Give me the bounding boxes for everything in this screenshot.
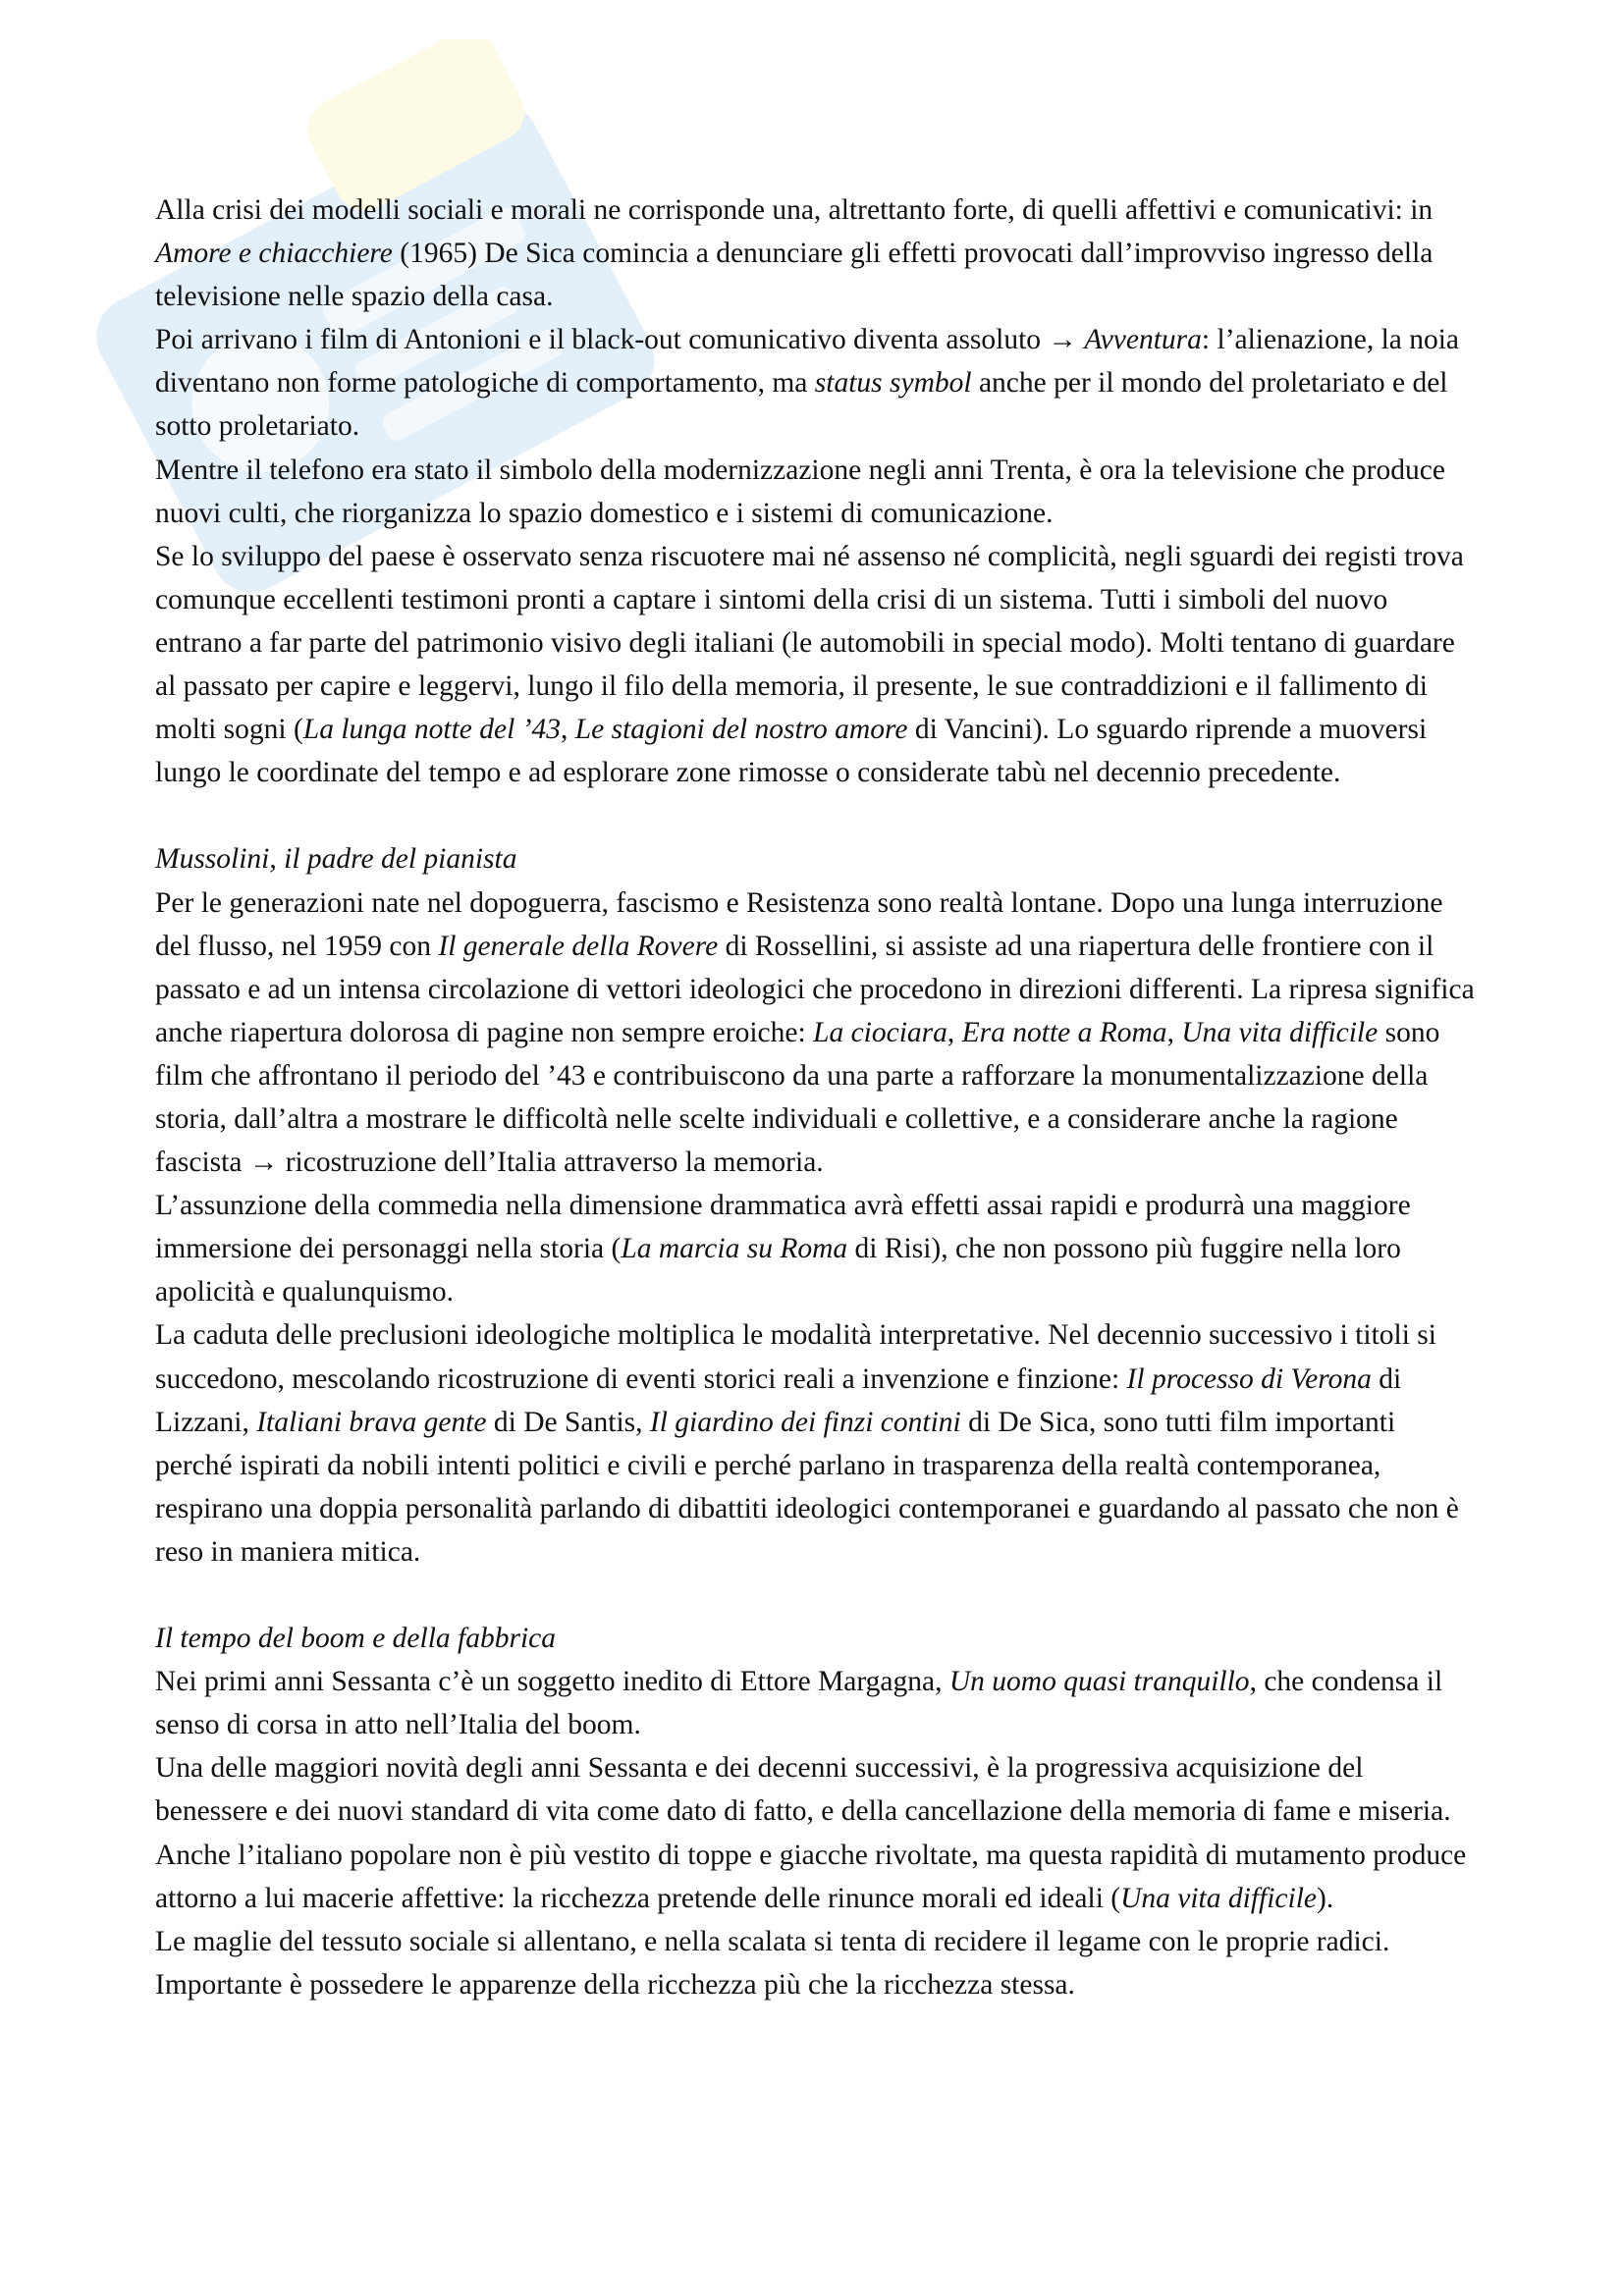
film-title: Italiani brava gente — [256, 1406, 487, 1438]
paragraph — [155, 535, 1476, 795]
text-run: Poi arrivano i film di Antonioni e il black-out comunicativo diventa assoluto → — [155, 324, 1085, 356]
film-title: Le stagioni del nostro amore — [574, 714, 908, 746]
text-run: di De Sica, sono tutti film importanti perché ispirati da nobili intenti politici e civili e perché parlano in trasparenza della realtà contemporanea, respirano una doppia personalità parlando di dibattiti ideologici contemporanei e guardando al passato che non è reso in maniera mitica. — [155, 1406, 1459, 1568]
section-heading: Il tempo del boom e della fabbrica — [155, 1623, 557, 1655]
paragraph — [155, 1184, 1476, 1313]
film-title: Avventura — [1084, 324, 1202, 356]
film-title: La ciociara — [813, 1016, 947, 1048]
paragraph — [155, 449, 1476, 535]
text-run: di Vancini). Lo sguardo riprende a muoversi lungo le coordinate del tempo e ad esplorare zone rimosse o considerate tabù nel decennio precedente. — [155, 714, 1428, 789]
text-run: ). — [1317, 1882, 1334, 1914]
film-title: Una vita difficile — [1120, 1882, 1317, 1914]
text-run: di Risi), che non possono più fuggire nella loro apolicità e qualunquismo. — [155, 1233, 1401, 1308]
text-run: di Lizzani, — [155, 1362, 1402, 1438]
text-run: , — [1166, 1016, 1182, 1048]
intro-section — [155, 188, 1476, 794]
text-run: anche per il mondo del proletariato e del sotto proletariato. — [155, 367, 1448, 443]
paragraph — [155, 1313, 1476, 1574]
film-title: status symbol — [814, 367, 972, 400]
film-title: Era notte a Roma — [961, 1016, 1167, 1048]
film-title: Una vita difficile — [1181, 1016, 1379, 1048]
film-title: Il giardino dei finzi contini — [649, 1406, 961, 1438]
text-run: La caduta delle preclusioni ideologiche moltiplica le modalità interpretative. Nel decennio successivo i titoli si succedono, mescolando ricostruzione di eventi storici reali a invenzione e finzione: — [155, 1319, 1436, 1395]
paragraph — [155, 318, 1476, 448]
document-body — [155, 188, 1476, 2006]
paragraph — [155, 881, 1476, 1185]
text-run: , — [947, 1016, 962, 1048]
text-run: Le maglie del tessuto sociale si allentano, e nella scalata si tenta di recidere il legame con le proprie radici. Importante è possedere le apparenze della ricchezza più che la ricchezza stessa. — [155, 1925, 1390, 2001]
text-run: Alla crisi dei modelli sociali e morali ne corrisponde una, altrettanto forte, di quelli affettivi e comunicativi: in — [155, 194, 1434, 226]
text-run: , che condensa il senso di corsa in atto nell’Italia del boom. — [155, 1666, 1443, 1741]
film-title: La marcia su Roma — [621, 1233, 848, 1265]
text-run: Una delle maggiori novità degli anni Sessanta e dei decenni successivi, è la progressiva acquisizione del benessere e dei nuovi standard di vita come dato di fatto, e della cancellazione della memoria di fame e miseria. Anche l’italiano popolare non è più vestito di toppe e giacche rivoltate, ma questa rapidità di mutamento produce attorno a lui macerie affettive: la ricchezza pretende delle rinunce morali ed ideali ( — [155, 1752, 1467, 1914]
text-run: Se lo sviluppo del paese è osservato senza riscuotere mai né assenso né complicità, negli sguardi dei registi trova comunque eccellenti testimoni pronti a captare i sintomi della crisi di un sistema. Tutti i simboli del nuovo entrano a far parte del patrimonio visivo degli italiani (le automobili in special modo). Molti tentano di guardare al passato per capire e leggervi, lungo il filo della memoria, il presente, le sue contraddizioni e il fallimento di molti sogni ( — [155, 540, 1464, 746]
text-run: di De Santis, — [486, 1406, 650, 1438]
film-title: Il processo di Verona — [1126, 1362, 1372, 1395]
text-run: Per le generazioni nate nel dopoguerra, fascismo e Resistenza sono realtà lontane. Dopo una lunga interruzione del flusso, nel 1959 con — [155, 886, 1443, 962]
paragraph — [155, 188, 1476, 318]
text-run: L’assunzione della commedia nella dimensione drammatica avrà effetti assai rapidi e produrrà una maggiore immersione dei personaggi nella storia ( — [155, 1190, 1411, 1265]
section-boom — [155, 1617, 1476, 2006]
text-run: sono film che affrontano il periodo del ’43 e contribuiscono da una parte a rafforzare la monumentalizzazione della storia, dall’altra a mostrare le difficoltà nelle scelte individuali e collettive, e a considerare anche la ragione fascista → ricostruzione dell’Italia attraverso la memoria. — [155, 1016, 1440, 1179]
film-title: La lunga notte del ’43 — [302, 714, 561, 746]
text-run: , — [561, 714, 575, 746]
paragraph — [155, 1920, 1476, 2006]
film-title: Il generale della Rovere — [438, 930, 719, 962]
film-title: Amore e chiacchiere — [155, 238, 393, 270]
text-run: Mentre il telefono era stato il simbolo della modernizzazione negli anni Trenta, è ora la televisione che produce nuovi culti, che riorganizza lo spazio domestico e i sistemi di comunicazione. — [155, 454, 1445, 529]
paragraph — [155, 1660, 1476, 1746]
text-run: : l’alienazione, la noia diventano non forme patologiche di comportamento, ma — [155, 324, 1460, 400]
text-run: (1965) De Sica comincia a denunciare gli effetti provocati dall’improvviso ingresso della televisione nelle spazio della casa. — [155, 238, 1434, 313]
section-mussolini — [155, 837, 1476, 1574]
text-run: Nei primi anni Sessanta c’è un soggetto inedito di Ettore Margagna, — [155, 1666, 949, 1698]
text-run: di Rossellini, si assiste ad una riapertura delle frontiere con il passato e ad un intensa circolazione di vettori ideologici che procedono in direzioni differenti. La ripresa significa anche riapertura dolorosa di pagine non sempre eroiche: — [155, 930, 1475, 1048]
film-title: Un uomo quasi tranquillo — [948, 1666, 1250, 1698]
paragraph — [155, 1746, 1476, 1919]
section-heading: Mussolini, il padre del pianista — [155, 843, 517, 876]
